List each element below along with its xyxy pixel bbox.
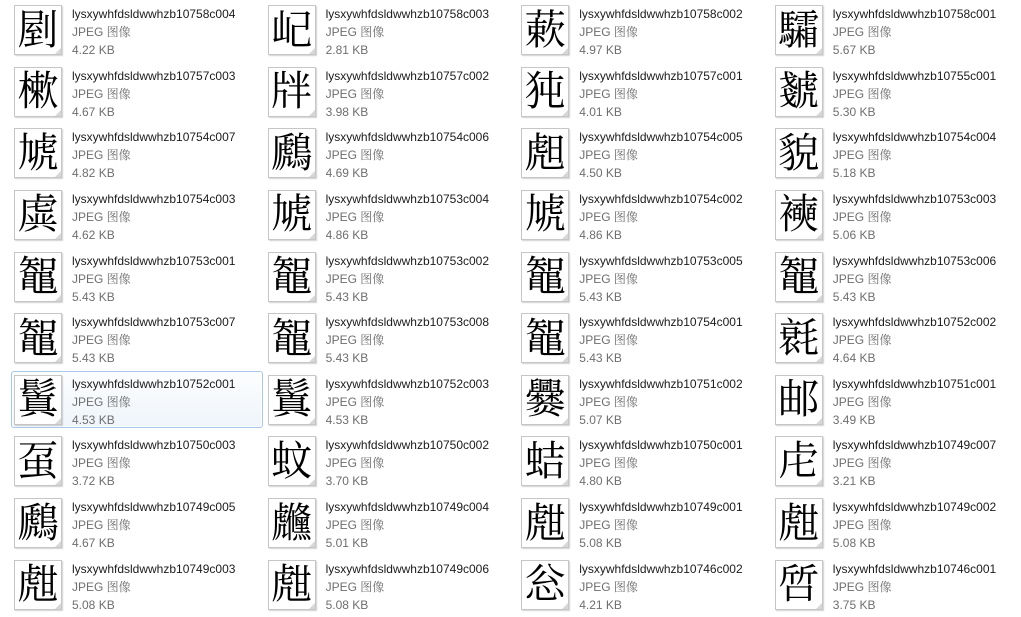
file-type: JPEG 图像 xyxy=(72,394,131,409)
character-glyph-image: 鷉 xyxy=(271,128,313,177)
file-thumbnail-image xyxy=(775,498,823,548)
file-size: 3.49 KB xyxy=(832,412,876,427)
character-glyph-image: 鼅 xyxy=(17,252,59,301)
file-item[interactable] xyxy=(772,63,1021,120)
file-name: lysxywhfdsldwwhzb10753c008 xyxy=(325,315,490,330)
file-thumbnail-image xyxy=(521,67,569,117)
file-details xyxy=(833,190,996,244)
file-item[interactable] xyxy=(518,494,770,551)
character-glyph-image: 虪 xyxy=(271,498,313,547)
file-type: JPEG 图像 xyxy=(325,394,385,409)
file-item[interactable] xyxy=(11,494,263,551)
character-glyph-image: 邮 xyxy=(778,375,820,424)
file-item[interactable] xyxy=(11,1,263,58)
file-size: 4.22 KB xyxy=(72,43,115,57)
file-details xyxy=(326,128,489,182)
file-name: lysxywhfdsldwwhzb10749c002 xyxy=(832,500,997,515)
file-thumbnail-image xyxy=(775,67,823,117)
file-size: 3.70 KB xyxy=(325,474,369,489)
file-type: JPEG 图像 xyxy=(72,148,131,163)
file-name: lysxywhfdsldwwhzb10751c002 xyxy=(579,376,743,391)
file-name: lysxywhfdsldwwhzb10754c003 xyxy=(72,191,236,206)
file-thumbnail-image xyxy=(268,375,316,425)
file-item[interactable] xyxy=(11,556,263,613)
file-thumbnail-image xyxy=(14,498,62,548)
file-size: 5.43 KB xyxy=(579,289,622,304)
file-size: 3.72 KB xyxy=(72,474,115,489)
file-type: JPEG 图像 xyxy=(579,148,638,163)
file-item[interactable] xyxy=(518,1,770,58)
file-thumbnail-image xyxy=(521,190,569,240)
file-name: lysxywhfdsldwwhzb10758c004 xyxy=(72,7,236,21)
file-details xyxy=(833,375,996,429)
file-thumbnail-image xyxy=(521,560,569,610)
file-item[interactable] xyxy=(518,186,770,243)
file-type: JPEG 图像 xyxy=(579,333,638,348)
file-type: JPEG 图像 xyxy=(72,86,131,101)
character-glyph-image: 啠 xyxy=(778,560,820,609)
file-item[interactable] xyxy=(518,63,770,120)
character-glyph-image: 㹠 xyxy=(524,67,566,116)
file-size: 4.64 KB xyxy=(832,351,876,366)
file-details xyxy=(72,67,235,121)
file-size: 5.30 KB xyxy=(832,104,876,119)
file-details xyxy=(72,252,235,306)
file-type: JPEG 图像 xyxy=(832,271,892,286)
file-thumbnail-image xyxy=(521,375,569,425)
file-thumbnail-image xyxy=(775,560,823,610)
character-glyph-image: 鼅 xyxy=(524,313,566,362)
file-size: 3.21 KB xyxy=(832,474,876,489)
file-item[interactable] xyxy=(518,248,770,305)
file-type: JPEG 图像 xyxy=(579,394,638,409)
file-item[interactable] xyxy=(265,124,517,181)
file-type: JPEG 图像 xyxy=(832,148,892,163)
file-details xyxy=(833,128,996,182)
file-name: lysxywhfdsldwwhzb10755c001 xyxy=(832,68,997,83)
file-size: 4.82 KB xyxy=(72,166,115,181)
file-size: 5.06 KB xyxy=(832,227,876,242)
file-size: 4.21 KB xyxy=(579,597,622,612)
file-name: lysxywhfdsldwwhzb10746c002 xyxy=(579,561,743,576)
file-details xyxy=(326,252,489,306)
character-glyph-image: 虓 xyxy=(524,190,566,239)
file-name: lysxywhfdsldwwhzb10753c003 xyxy=(832,191,997,206)
file-item[interactable] xyxy=(265,186,517,243)
character-glyph-image: 虡 xyxy=(17,190,59,239)
file-thumbnail-image xyxy=(14,128,62,178)
file-details xyxy=(833,313,996,367)
file-thumbnail-image xyxy=(14,375,62,425)
file-thumbnail-image xyxy=(268,252,316,302)
file-thumbnail-image xyxy=(775,252,823,302)
character-glyph-image: 爨 xyxy=(524,375,566,424)
file-name: lysxywhfdsldwwhzb10754c007 xyxy=(72,130,236,145)
file-type: JPEG 图像 xyxy=(579,518,638,533)
file-type: JPEG 图像 xyxy=(579,209,638,224)
file-item[interactable] xyxy=(11,63,263,120)
file-type: JPEG 图像 xyxy=(579,579,638,594)
file-thumbnail-image xyxy=(521,498,569,548)
file-name: lysxywhfdsldwwhzb10749c001 xyxy=(579,500,743,515)
file-type: JPEG 图像 xyxy=(72,271,131,286)
file-size: 4.80 KB xyxy=(579,474,622,489)
file-item[interactable] xyxy=(11,124,263,181)
file-thumbnail-image xyxy=(268,560,316,610)
file-item[interactable] xyxy=(265,1,517,58)
file-item[interactable] xyxy=(265,309,517,366)
file-details xyxy=(579,560,742,614)
file-item[interactable] xyxy=(772,124,1021,181)
file-details xyxy=(833,5,996,59)
file-thumbnail-image xyxy=(268,5,316,55)
file-type: JPEG 图像 xyxy=(72,518,131,533)
character-glyph-image: 忩 xyxy=(524,560,566,609)
file-name: lysxywhfdsldwwhzb10758c002 xyxy=(579,7,743,21)
file-details xyxy=(72,436,235,490)
file-size: 5.43 KB xyxy=(72,289,115,304)
file-size: 5.43 KB xyxy=(832,289,876,304)
file-size: 5.67 KB xyxy=(832,43,876,57)
file-details xyxy=(833,252,996,306)
file-type: JPEG 图像 xyxy=(325,271,385,286)
file-size: 5.08 KB xyxy=(832,536,876,551)
character-glyph-image: 蛣 xyxy=(524,436,566,485)
file-size: 4.86 KB xyxy=(579,227,622,242)
file-type: JPEG 图像 xyxy=(579,456,638,471)
character-glyph-image: 蔌 xyxy=(524,5,566,54)
file-details xyxy=(326,190,489,244)
file-item[interactable] xyxy=(772,309,1021,366)
file-details xyxy=(326,313,489,367)
file-size: 4.01 KB xyxy=(579,104,622,119)
file-size: 5.43 KB xyxy=(325,351,369,366)
file-details xyxy=(326,498,489,552)
file-name: lysxywhfdsldwwhzb10754c002 xyxy=(579,191,743,206)
file-details xyxy=(72,560,235,614)
file-size: 2.81 KB xyxy=(325,43,369,57)
file-type: JPEG 图像 xyxy=(325,86,385,101)
file-details xyxy=(833,436,996,490)
file-item[interactable] xyxy=(518,371,770,428)
file-details xyxy=(833,498,996,552)
file-name: lysxywhfdsldwwhzb10757c001 xyxy=(579,68,743,83)
file-details xyxy=(72,313,235,367)
file-type: JPEG 图像 xyxy=(832,518,892,533)
file-type: JPEG 图像 xyxy=(832,333,892,348)
file-name: lysxywhfdsldwwhzb10749c006 xyxy=(325,561,490,576)
file-size: 4.69 KB xyxy=(325,166,369,181)
file-item[interactable] xyxy=(518,124,770,181)
character-glyph-image: 鼅 xyxy=(778,252,820,301)
file-thumbnail-image xyxy=(268,128,316,178)
file-type: JPEG 图像 xyxy=(72,333,131,348)
file-item[interactable] xyxy=(772,556,1021,613)
file-size: 3.98 KB xyxy=(325,104,369,119)
character-glyph-image: 鬒 xyxy=(271,375,313,424)
file-thumbnail-image xyxy=(14,252,62,302)
file-size: 5.08 KB xyxy=(72,597,115,612)
file-details xyxy=(579,436,742,490)
file-type: JPEG 图像 xyxy=(579,25,638,39)
character-glyph-image: 鷉 xyxy=(17,498,59,547)
file-name: lysxywhfdsldwwhzb10754c006 xyxy=(325,130,490,145)
file-type: JPEG 图像 xyxy=(72,456,131,471)
file-name: lysxywhfdsldwwhzb10752c003 xyxy=(325,376,490,391)
file-size: 5.07 KB xyxy=(579,412,622,427)
file-size: 5.18 KB xyxy=(832,166,876,181)
file-details xyxy=(579,252,742,306)
file-type: JPEG 图像 xyxy=(325,579,385,594)
character-glyph-image: 鬒 xyxy=(17,375,59,424)
character-glyph-image: 蚊 xyxy=(271,436,313,485)
file-name: lysxywhfdsldwwhzb10752c002 xyxy=(832,315,997,330)
file-size: 4.53 KB xyxy=(325,412,369,427)
character-glyph-image: 鼅 xyxy=(524,252,566,301)
file-size: 5.43 KB xyxy=(579,351,622,366)
file-size: 4.62 KB xyxy=(72,227,115,242)
file-type: JPEG 图像 xyxy=(832,456,892,471)
character-glyph-image: 牉 xyxy=(271,67,313,116)
file-type: JPEG 图像 xyxy=(325,456,385,471)
file-details xyxy=(579,190,742,244)
file-name: lysxywhfdsldwwhzb10753c006 xyxy=(832,253,997,268)
file-item[interactable] xyxy=(11,371,263,428)
file-item[interactable] xyxy=(11,248,263,305)
file-name: lysxywhfdsldwwhzb10754c004 xyxy=(832,130,997,145)
file-item[interactable] xyxy=(772,371,1021,428)
character-glyph-image: 甝 xyxy=(271,560,313,609)
file-type: JPEG 图像 xyxy=(72,25,131,39)
file-thumbnail-image xyxy=(268,436,316,486)
file-thumbnail-image xyxy=(14,436,62,486)
file-item[interactable] xyxy=(265,556,517,613)
file-size: 5.08 KB xyxy=(579,536,622,551)
file-thumbnail-image xyxy=(775,190,823,240)
file-type: JPEG 图像 xyxy=(832,86,892,101)
file-details xyxy=(579,67,742,121)
character-glyph-image: 樕 xyxy=(17,67,59,116)
character-glyph-image: 虓 xyxy=(17,128,59,177)
file-item[interactable] xyxy=(772,248,1021,305)
file-item[interactable] xyxy=(518,432,770,489)
file-thumbnail-image xyxy=(775,128,823,178)
file-size: 5.08 KB xyxy=(325,597,369,612)
file-type: JPEG 图像 xyxy=(579,86,638,101)
file-name: lysxywhfdsldwwhzb10746c001 xyxy=(832,561,997,576)
file-name: lysxywhfdsldwwhzb10758c003 xyxy=(325,7,490,21)
character-glyph-image: 貌 xyxy=(778,128,820,177)
file-thumbnail-image xyxy=(521,252,569,302)
file-type: JPEG 图像 xyxy=(325,209,385,224)
file-name: lysxywhfdsldwwhzb10753c007 xyxy=(72,315,236,330)
file-size: 5.43 KB xyxy=(325,289,369,304)
file-item[interactable] xyxy=(265,494,517,551)
file-thumbnail-image xyxy=(14,190,62,240)
file-name: lysxywhfdsldwwhzb10757c002 xyxy=(325,68,490,83)
file-details xyxy=(326,560,489,614)
file-details xyxy=(326,67,489,121)
file-details xyxy=(579,498,742,552)
character-glyph-image: 䖑 xyxy=(524,128,566,177)
file-name: lysxywhfdsldwwhzb10758c001 xyxy=(832,7,997,21)
file-item[interactable] xyxy=(11,309,263,366)
file-type: JPEG 图像 xyxy=(325,148,385,163)
file-type: JPEG 图像 xyxy=(579,271,638,286)
file-item[interactable] xyxy=(265,248,517,305)
file-item[interactable] xyxy=(772,494,1021,551)
file-thumbnail-image xyxy=(14,5,62,55)
file-name: lysxywhfdsldwwhzb10749c004 xyxy=(325,500,490,515)
file-type: JPEG 图像 xyxy=(832,394,892,409)
file-details xyxy=(579,128,742,182)
file-details xyxy=(833,560,996,614)
file-type: JPEG 图像 xyxy=(72,209,131,224)
file-thumbnail-image xyxy=(775,313,823,363)
file-thumbnail-image xyxy=(521,436,569,486)
character-glyph-image: 虍 xyxy=(778,436,820,485)
file-details xyxy=(326,436,489,490)
file-thumbnail-image xyxy=(268,190,316,240)
file-size: 3.75 KB xyxy=(832,597,876,612)
file-details xyxy=(72,375,235,429)
file-name: lysxywhfdsldwwhzb10754c001 xyxy=(579,315,743,330)
file-details xyxy=(326,5,489,59)
file-details xyxy=(579,313,742,367)
file-item[interactable] xyxy=(11,432,263,489)
file-size: 4.86 KB xyxy=(325,227,369,242)
file-details xyxy=(72,5,235,59)
file-item[interactable] xyxy=(265,432,517,489)
file-item[interactable] xyxy=(772,1,1021,58)
character-glyph-image: 鼅 xyxy=(271,252,313,301)
character-glyph-image: 甝 xyxy=(778,498,820,547)
file-type: JPEG 图像 xyxy=(832,209,892,224)
file-item[interactable] xyxy=(265,63,517,120)
file-type: JPEG 图像 xyxy=(325,518,385,533)
file-name: lysxywhfdsldwwhzb10750c003 xyxy=(72,438,236,453)
file-thumbnail-image xyxy=(775,436,823,486)
file-details xyxy=(833,67,996,121)
file-size: 4.50 KB xyxy=(579,166,622,181)
character-glyph-image: 甝 xyxy=(17,560,59,609)
character-glyph-image: 剭 xyxy=(17,5,59,54)
file-item[interactable] xyxy=(518,556,770,613)
file-item[interactable] xyxy=(11,186,263,243)
character-glyph-image: 鼅 xyxy=(17,313,59,362)
file-name: lysxywhfdsldwwhzb10750c002 xyxy=(325,438,490,453)
file-thumbnail-image xyxy=(268,313,316,363)
file-size: 4.97 KB xyxy=(579,43,622,57)
file-name: lysxywhfdsldwwhzb10757c003 xyxy=(72,68,236,83)
file-details xyxy=(72,190,235,244)
file-name: lysxywhfdsldwwhzb10749c003 xyxy=(72,561,236,576)
file-type: JPEG 图像 xyxy=(832,25,892,39)
file-thumbnail-image xyxy=(521,5,569,55)
character-glyph-image: 㲤 xyxy=(778,313,820,362)
character-glyph-image: 虿 xyxy=(17,436,59,485)
file-name: lysxywhfdsldwwhzb10754c005 xyxy=(579,130,743,145)
file-thumbnail-image xyxy=(14,313,62,363)
file-item[interactable] xyxy=(772,432,1021,489)
file-thumbnail-image xyxy=(14,560,62,610)
file-thumbnail-image xyxy=(268,67,316,117)
file-size: 5.43 KB xyxy=(72,351,115,366)
file-name: lysxywhfdsldwwhzb10752c001 xyxy=(72,376,236,391)
character-glyph-image: 屺 xyxy=(271,5,313,54)
file-name: lysxywhfdsldwwhzb10753c005 xyxy=(579,253,743,268)
character-glyph-image: 鼅 xyxy=(271,313,313,362)
file-item[interactable] xyxy=(265,371,517,428)
character-glyph-image: 驦 xyxy=(778,5,820,54)
file-size: 4.67 KB xyxy=(72,104,115,119)
file-name: lysxywhfdsldwwhzb10753c002 xyxy=(325,253,490,268)
file-type: JPEG 图像 xyxy=(832,579,892,594)
file-item[interactable] xyxy=(518,309,770,366)
file-type: JPEG 图像 xyxy=(72,579,131,594)
file-thumbnail-image xyxy=(521,313,569,363)
file-name: lysxywhfdsldwwhzb10750c001 xyxy=(579,438,743,453)
file-name: lysxywhfdsldwwhzb10749c005 xyxy=(72,500,236,515)
file-name: lysxywhfdsldwwhzb10753c004 xyxy=(325,191,490,206)
file-thumbnail-image xyxy=(268,498,316,548)
file-thumbnail-image xyxy=(521,128,569,178)
file-details xyxy=(579,375,742,429)
file-details xyxy=(579,5,742,59)
file-thumbnail-image xyxy=(14,67,62,117)
character-glyph-image: 虦 xyxy=(778,67,820,116)
file-name: lysxywhfdsldwwhzb10751c001 xyxy=(832,376,997,391)
file-details xyxy=(326,375,489,429)
character-glyph-image: 甝 xyxy=(524,498,566,547)
file-type: JPEG 图像 xyxy=(325,25,385,39)
character-glyph-image: 虓 xyxy=(271,190,313,239)
character-glyph-image: 襫 xyxy=(778,190,820,239)
file-size: 5.01 KB xyxy=(325,536,369,551)
file-thumbnail-image xyxy=(775,375,823,425)
file-details xyxy=(72,128,235,182)
file-thumbnail-image xyxy=(775,5,823,55)
file-size: 4.53 KB xyxy=(72,412,115,427)
file-type: JPEG 图像 xyxy=(325,333,385,348)
file-name: lysxywhfdsldwwhzb10753c001 xyxy=(72,253,236,268)
file-size: 4.67 KB xyxy=(72,536,115,551)
file-name: lysxywhfdsldwwhzb10749c007 xyxy=(832,438,997,453)
file-item[interactable] xyxy=(772,186,1021,243)
file-details xyxy=(72,498,235,552)
